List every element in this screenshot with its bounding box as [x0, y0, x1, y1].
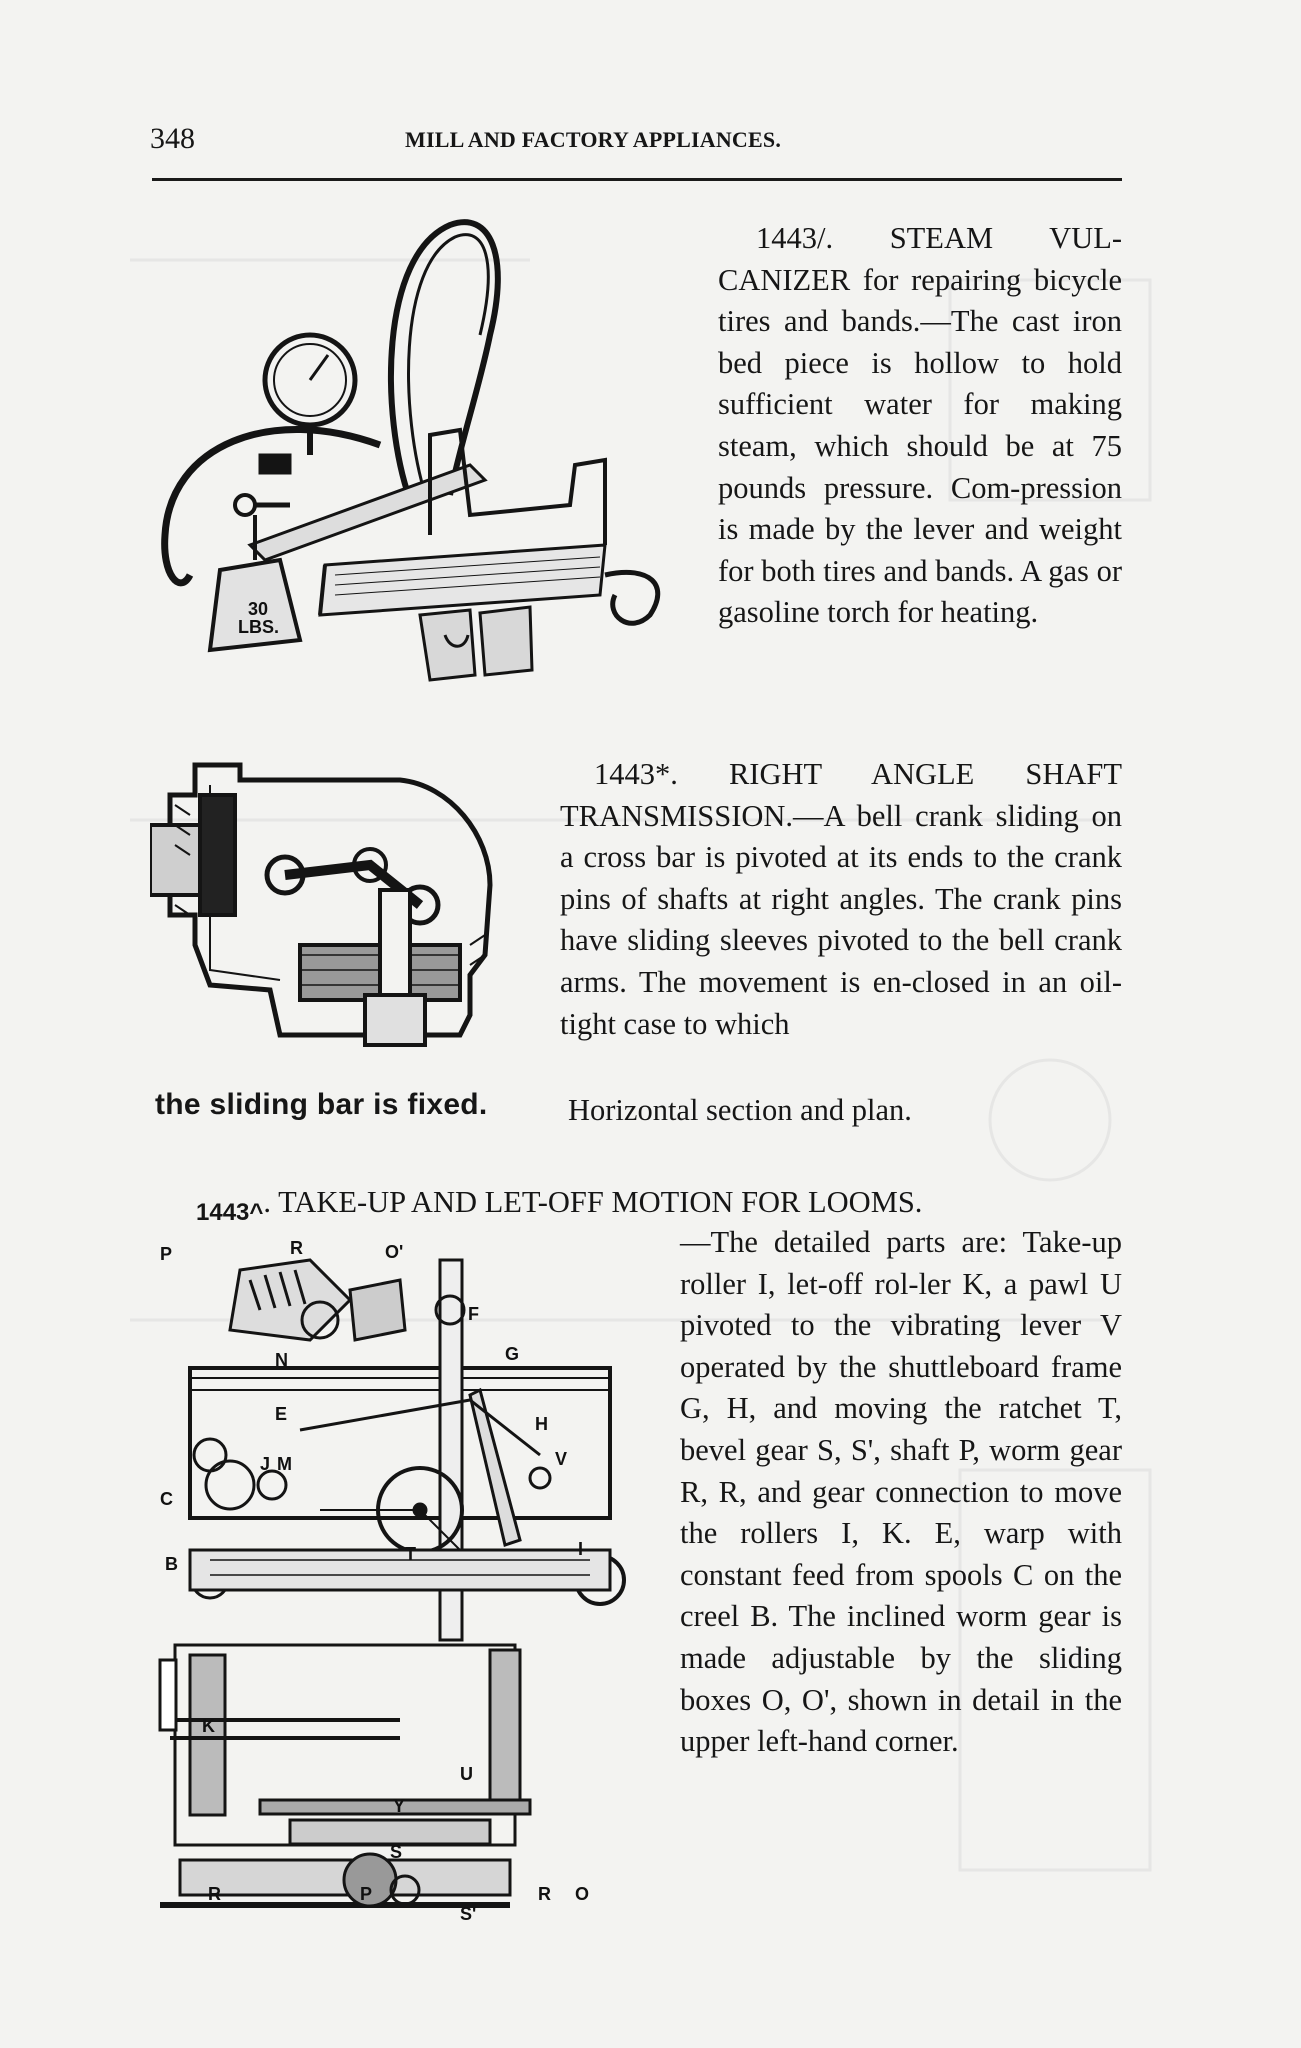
loom-label-M: M: [277, 1454, 292, 1474]
loom-label-H: H: [535, 1414, 548, 1434]
loom-take-up-let-off-illustration: [150, 1240, 650, 1920]
page-number: 348: [150, 122, 195, 155]
weight-label-lbs: LBS.: [238, 617, 280, 637]
loom-label-G: G: [505, 1344, 520, 1364]
loom-label-P-lower: P: [360, 1884, 373, 1904]
figure-caption-bold: the sliding bar is fixed.: [155, 1088, 488, 1121]
entry-title: . TAKE-UP AND LET-OFF MOTION FOR LOOMS.: [263, 1185, 923, 1219]
loom-label-U: U: [460, 1764, 473, 1784]
loom-label-Y: Y: [393, 1796, 406, 1816]
loom-label-V: V: [555, 1449, 568, 1469]
loom-label-R-lower: R: [208, 1884, 221, 1904]
loom-label-K: K: [202, 1716, 215, 1736]
loom-label-F: F: [468, 1304, 479, 1324]
entry-number: 1443^: [196, 1199, 264, 1226]
right-angle-shaft-transmission-illustration: [150, 755, 510, 1055]
loom-label-N: N: [275, 1350, 288, 1370]
loom-label-J: J: [260, 1454, 271, 1474]
loom-label-S-prime: S': [460, 1904, 477, 1920]
weight-label-30: 30: [248, 599, 269, 619]
loom-label-R-right: R: [538, 1884, 551, 1904]
loom-label-T: T: [405, 1544, 416, 1564]
loom-label-E: E: [275, 1404, 288, 1424]
entry-1443-take-up-let-off-motion: —The detailed parts are: Take-up roller I, let-off rol-ler K, a pawl U pivoted to the vibrating lever V operated by the shuttleboard frame G, H, and moving the ratchet T, bevel gear S, S', shaft P, worm gear R, R, and gear connection to move the rollers I, K. E, warp with constant feed from spools C on the creel B. The inclined worm gear is made adjustable by the sliding boxes O, O', shown in detail in the upper left-hand corner.: [680, 1225, 1122, 1759]
loom-label-S: S: [390, 1842, 403, 1862]
running-title: MILL AND FACTORY APPLIANCES.: [405, 127, 782, 152]
entry-1443-steam-vulcanizer: 1443/. STEAM VUL-CANIZER for repairing bicycle tires and bands.—The cast iron bed piece is hollow to hold sufficient water for making steam, which should be at 75 pounds pressure. Com-pression is made by the lever and weight for both tires and bands. A gas or gasoline torch for heating.: [718, 221, 1122, 630]
loom-label-O-prime: O': [385, 1242, 404, 1262]
loom-label-B: B: [165, 1554, 178, 1574]
loom-label-I: I: [578, 1539, 584, 1559]
entry-1443-right-angle-shaft-transmission: 1443*. RIGHT ANGLE SHAFT TRANSMISSION.—A bell crank sliding on a cross bar is pivoted at its ends to the crank pins of shafts at right angles. The crank pins have sliding sleeves pivoted to the bell crank arms. The movement is en-closed in an oil-tight case to which: [560, 757, 1122, 1041]
entry-1443-continuation: Horizontal section and plan.: [568, 1093, 912, 1127]
entry-1443-looms-heading: [196, 1185, 923, 1226]
loom-label-R: R: [290, 1240, 303, 1258]
header-rule: [152, 178, 1122, 181]
loom-label-P: P: [160, 1244, 173, 1264]
loom-label-O: O: [575, 1884, 590, 1904]
steam-vulcanizer-illustration: [150, 215, 710, 695]
loom-label-C: C: [160, 1489, 173, 1509]
